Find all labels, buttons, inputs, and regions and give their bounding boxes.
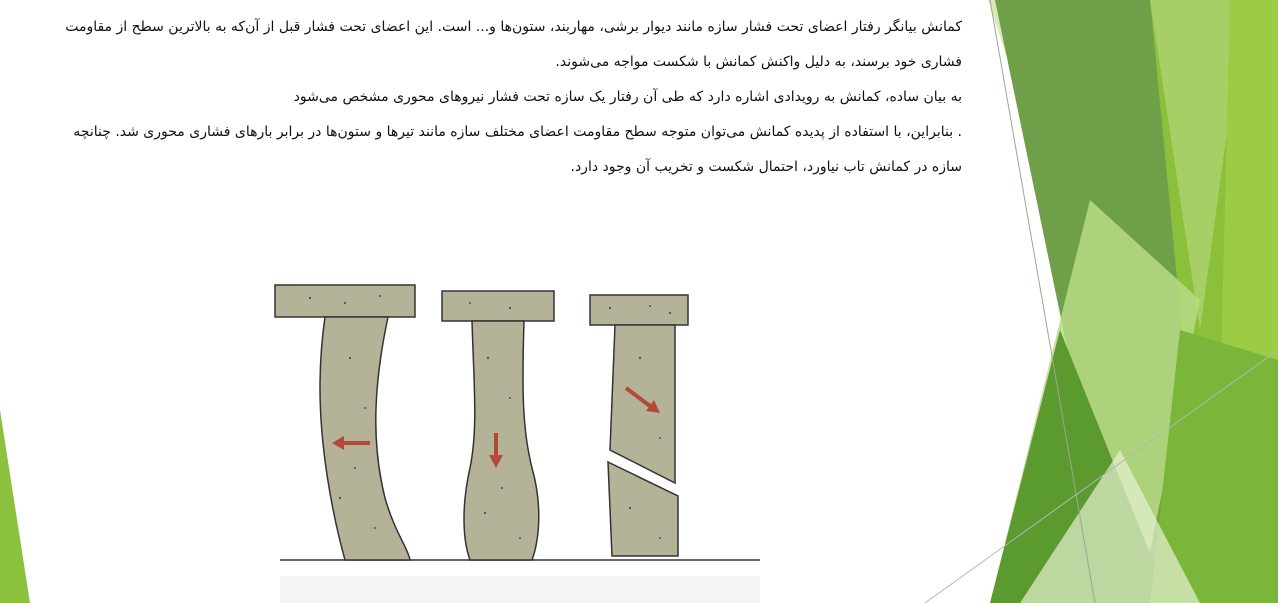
paragraph-2: به بیان ساده، کمانش به رویدادی اشاره دارد که طی آن رفتار یک سازه تحت فشار نیروهای محوری مشخص می‌شود xyxy=(293,89,962,105)
body-text xyxy=(60,10,962,185)
buckled-columns-illustration xyxy=(270,278,770,603)
paragraph-1: کمانش بیانگر رفتار اعضای تحت فشار سازه مانند دیوار برشی، مهاربند، ستون‌ها و... است. این اعضای تحت فشار قبل از آن‌که به بالاترین سطح از مقاومت فشاری خود برسند، به دلیل واکنش کمانش با شکست مواجه می‌شوند. xyxy=(65,19,962,70)
paragraph-3: . بنابراین، با استفاده از پدیده کمانش می‌توان متوجه سطح مقاومت اعضای مختلف سازه مانند تیرها و ستون‌ها در برابر بارهای فشاری محوری شد. چنانچه سازه در کمانش تاب نیاورد، احتمال شکست و تخریب آن وجود دارد. xyxy=(73,124,962,175)
